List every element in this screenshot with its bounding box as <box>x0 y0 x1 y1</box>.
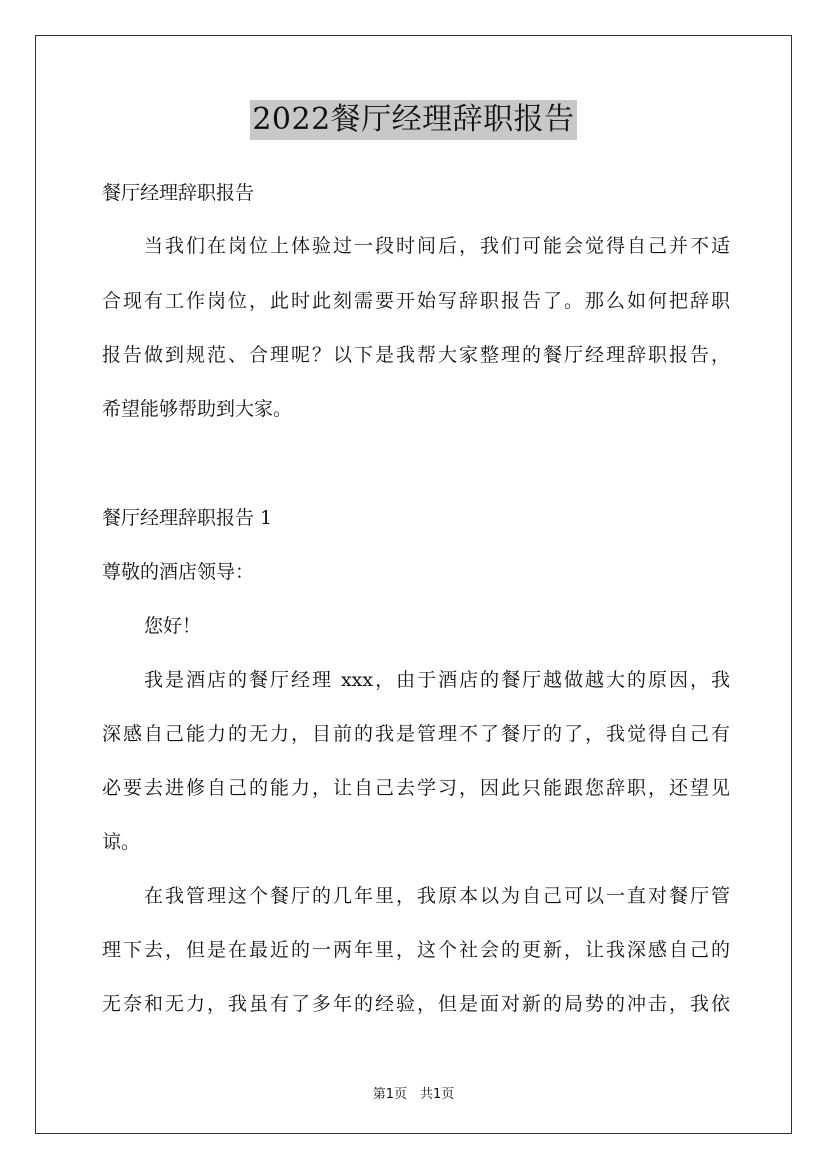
page-footer <box>0 1083 827 1102</box>
paragraph-line: 在我管理这个餐厅的几年里，我原本以为自己可以一直对餐厅管 <box>144 885 730 907</box>
page-number: 第1页 共1页 <box>372 1087 455 1102</box>
section-heading: 餐厅经理辞职报告 1 <box>102 507 273 529</box>
paragraph-line: 报告做到规范、合理呢？以下是我帮大家整理的餐厅经理辞职报告， <box>102 344 730 366</box>
paragraph-line: 必要去进修自己的能力，让自己去学习，因此只能跟您辞职，还望见 <box>102 777 730 799</box>
section-heading: 餐厅经理辞职报告 <box>102 182 255 204</box>
paragraph-line: 谅。 <box>102 831 141 853</box>
paragraph-line: 合现有工作岗位，此时此刻需要开始写辞职报告了。那么如何把辞职 <box>102 290 730 312</box>
title-container <box>0 100 827 140</box>
paragraph-line: 当我们在岗位上体验过一段时间后，我们可能会觉得自己并不适 <box>144 235 730 257</box>
document-title: 2022餐厅经理辞职报告 <box>250 100 576 140</box>
paragraph-line: 希望能够帮助到大家。 <box>102 398 293 420</box>
paragraph-line: 理下去，但是在最近的一两年里，这个社会的更新，让我深感自己的 <box>102 939 730 961</box>
salutation: 尊敬的酒店领导： <box>102 561 255 583</box>
paragraph-line: 深感自己能力的无力，目前的我是管理不了餐厅的了，我觉得自己有 <box>102 723 730 745</box>
greeting: 您好！ <box>144 615 202 637</box>
paragraph-line: 无奈和无力，我虽有了多年的经验，但是面对新的局势的冲击，我依 <box>102 993 730 1015</box>
paragraph-line: 我是酒店的餐厅经理 xxx，由于酒店的餐厅越做越大的原因，我 <box>144 669 730 691</box>
